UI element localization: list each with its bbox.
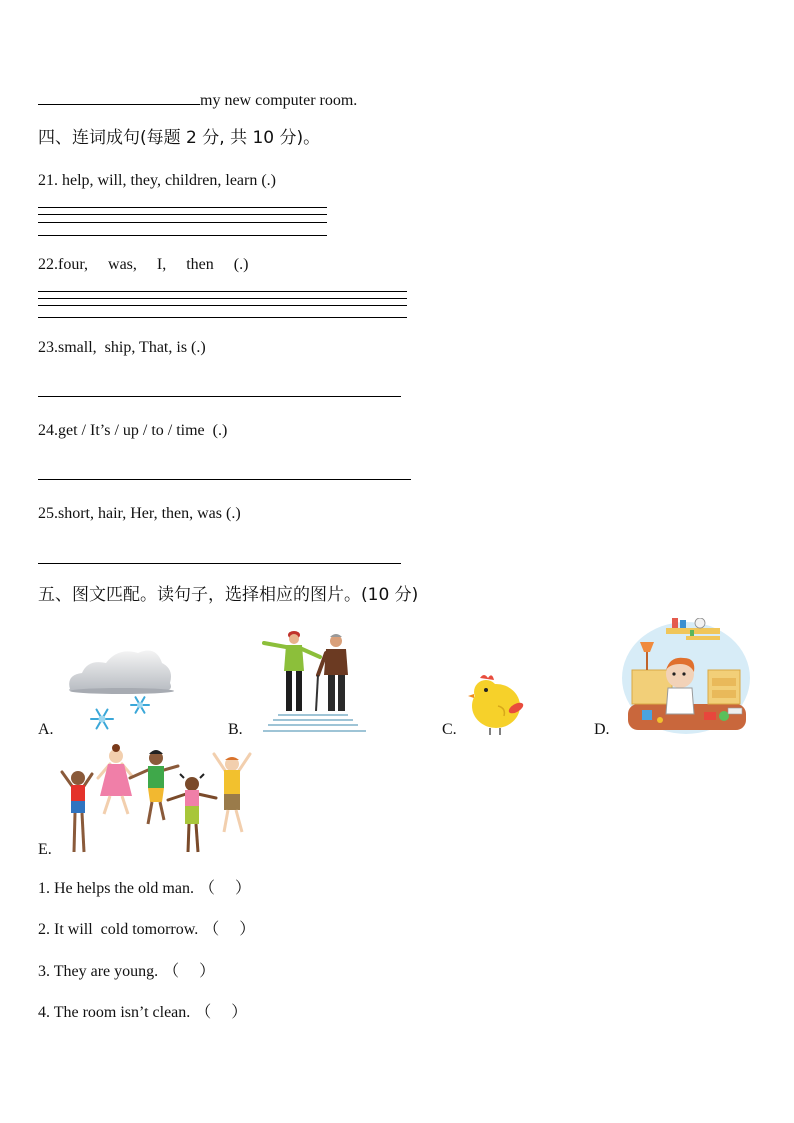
writing-line (38, 291, 407, 292)
writing-line (38, 214, 327, 215)
question-words: .get / It’s / up / to / time (.) (54, 422, 228, 439)
option-c-label: C. (442, 721, 457, 738)
sentence-text: 3. They are young. (38, 963, 159, 980)
question-number: 24 (38, 422, 54, 439)
question-number: 21 (38, 172, 54, 189)
section4-heading: 四、连词成句(每题 2 分, 共 10 分)。 (38, 128, 321, 148)
chick-icon (466, 672, 530, 736)
question-words: .short, hair, Her, then, was (.) (54, 505, 241, 522)
answer-paren[interactable]: （ ） (203, 921, 256, 938)
answer-line-25[interactable] (38, 563, 401, 564)
question-words: . help, will, they, children, learn (.) (54, 172, 276, 189)
fill-line (38, 88, 357, 111)
option-d-label: D. (594, 721, 610, 738)
writing-line (38, 207, 327, 208)
question-number: 22 (38, 256, 54, 273)
writing-line (38, 222, 327, 223)
writing-line (38, 317, 407, 318)
snow-cloud-icon (62, 645, 177, 735)
answer-line-23[interactable] (38, 396, 401, 397)
question-number: 23 (38, 339, 54, 356)
match-sentence-1 (38, 879, 252, 899)
match-sentence-4 (38, 1003, 248, 1023)
sentence-text: 4. The room isn’t clean. (38, 1004, 191, 1021)
writing-line (38, 235, 327, 236)
answer-paren[interactable]: （ ） (163, 963, 216, 980)
match-sentence-3 (38, 962, 216, 982)
section5-heading: 五、图文匹配。读句子，选择相应的图片。(10 分) (38, 585, 419, 605)
helping-old-man-icon (258, 627, 370, 735)
fill-line-text: my new computer room. (200, 92, 358, 109)
match-sentence-2 (38, 920, 256, 940)
answer-line-24[interactable] (38, 479, 411, 480)
option-b-label: B. (228, 721, 243, 738)
question-23 (38, 338, 206, 358)
answer-blank[interactable] (38, 88, 200, 105)
question-number: 25 (38, 505, 54, 522)
sentence-text: 2. It will cold tomorrow. (38, 921, 199, 938)
question-words: .four, was, I, then (.) (54, 256, 249, 273)
jumping-children-icon (58, 744, 258, 856)
answer-paren[interactable]: （ ） (198, 880, 251, 897)
question-24 (38, 421, 227, 441)
option-a-label: A. (38, 721, 54, 738)
option-e-label: E. (38, 841, 52, 858)
question-22 (38, 255, 248, 275)
question-21 (38, 171, 276, 191)
sentence-text: 1. He helps the old man. (38, 880, 194, 897)
answer-paren[interactable]: （ ） (195, 1004, 248, 1021)
question-25 (38, 504, 241, 524)
messy-room-icon (620, 618, 752, 736)
writing-line (38, 305, 407, 306)
writing-line (38, 298, 407, 299)
question-words: .small, ship, That, is (.) (54, 339, 206, 356)
